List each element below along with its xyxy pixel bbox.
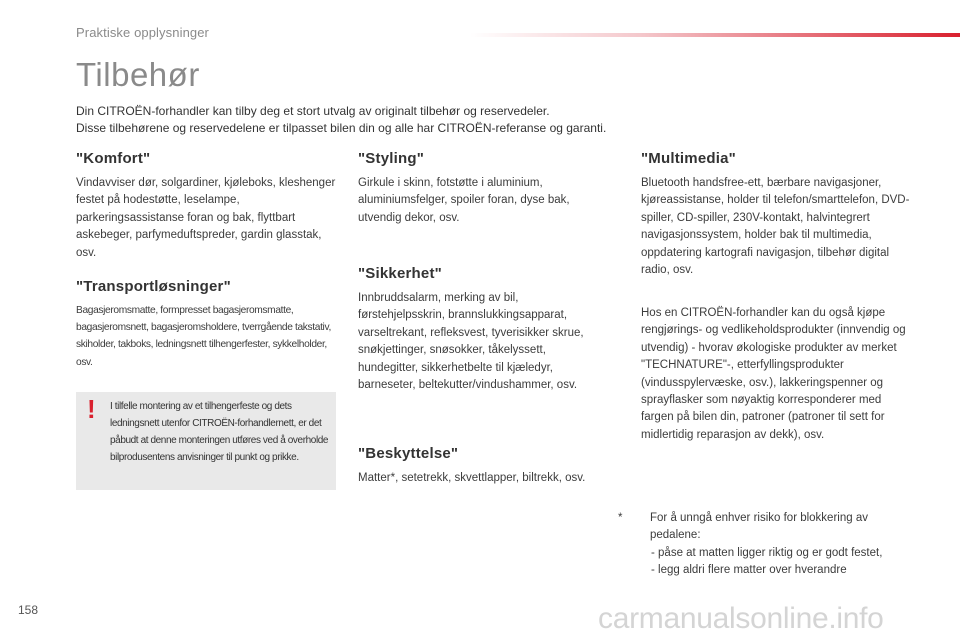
section-transport xyxy=(76,278,338,371)
section-heading: "Sikkerhet" xyxy=(358,265,442,282)
section-heading: "Styling" xyxy=(358,150,425,167)
section-text: Innbruddsalarm, merking av bil, førstehjelpsskrin, brannslukkingsapparat, varseltrekant, refleksvest, tyverisikker skrue, snøkjettinger, snøsokker, tåkelyssett, hundegitter, sikkerhetbelte til kjæledyr, barneseter, beltekutter/vindushammer, osv. xyxy=(358,292,584,392)
footnote xyxy=(618,510,918,580)
watermark: carmanualsonline.info xyxy=(598,602,884,635)
section-text: Matter*, setetrekk, skvettlapper, biltrekk, osv. xyxy=(358,472,586,484)
section-text: Vindavviser dør, solgardiner, kjøleboks, kleshenger festet på hodestøtte, leselampe, parkeringsassistanse foran og bak, flyttbart askebeger, parfymeduftspreder, gardin glasstak, osv. xyxy=(76,177,336,259)
section-heading: "Multimedia" xyxy=(641,150,736,167)
intro-line: Din CITROËN-forhandler kan tilby deg et stort utvalg av originalt tilbehør og reservedeler. xyxy=(76,104,550,118)
page-number: 158 xyxy=(18,603,39,617)
footnote-marker: * xyxy=(618,512,623,524)
section-heading: "Komfort" xyxy=(76,150,151,167)
header-accent-rule xyxy=(470,33,960,37)
section-heading: "Transportløsninger" xyxy=(76,278,231,295)
intro-line: Disse tilbehørene og reservedelene er tilpasset bilen din og alle har CITROËN-referanse og garanti. xyxy=(76,121,607,135)
maintenance-text: Hos en CITROËN-forhandler kan du også kjøpe rengjørings- og vedlikeholdsprodukter (innvendig og utvendig) - hvorav økologiske produkter av merket "TECHNATURE"-, etterfyllingsprodukter (vindusspylervæske, osv.), lakkeringspenner og sprayflasker som nøyaktig korresponderer med fargen på bilen din, patroner (patroner til sett for midlertidig reparasjon av dekk), osv. xyxy=(641,307,906,441)
section-text: Bagasjeromsmatte, formpresset bagasjeromsmatte, bagasjeromsnett, bagasjeromsholdere, tverrgående takstativ, skiholder, takboks, ledningsnett tilhengerfester, sykkelholder, osv. xyxy=(76,305,331,368)
warning-icon: ! xyxy=(87,394,96,424)
section-multimedia xyxy=(641,150,913,279)
warning-text: I tilfelle montering av et tilhengerfeste og dets ledningsnett utenfor CITROËN-forhandlernett, er det påbudt at denne monteringen utføres ved å overholde bilprodusentens anvisninger til punkt og prikke. xyxy=(110,401,329,463)
maintenance-products xyxy=(641,305,913,444)
section-beskyttelse xyxy=(358,445,620,487)
section-text: Girkule i skinn, fotstøtte i aluminium, aluminiumsfelger, spoiler foran, dyse bak, utvendig dekor, osv. xyxy=(358,177,570,224)
section-header: Praktiske opplysninger xyxy=(76,25,209,40)
footnote-item: - legg aldri flere matter over hverandre xyxy=(651,564,847,577)
section-text: Bluetooth handsfree-ett, bærbare navigasjoner, kjøreassistanse, holder til telefon/smarttelefon, DVD-spiller, CD-spiller, 230V-kontakt, halvintegrert navigasjonssystem, holder bak til multimedia, oppdatering kartografi navigasjon, tilbehør digital radio, osv. xyxy=(641,177,910,277)
page-title: Tilbehør xyxy=(76,56,200,93)
footnote-item: - påse at matten ligger riktig og er godt festet, xyxy=(651,546,883,559)
section-sikkerhet xyxy=(358,265,608,394)
section-heading: "Beskyttelse" xyxy=(358,445,459,462)
section-komfort xyxy=(76,150,338,262)
section-styling xyxy=(358,150,608,227)
footnote-text: For å unngå enhver risiko for blokkering av pedalene: xyxy=(650,512,868,542)
intro-text xyxy=(76,103,896,137)
warning-box xyxy=(76,392,336,490)
